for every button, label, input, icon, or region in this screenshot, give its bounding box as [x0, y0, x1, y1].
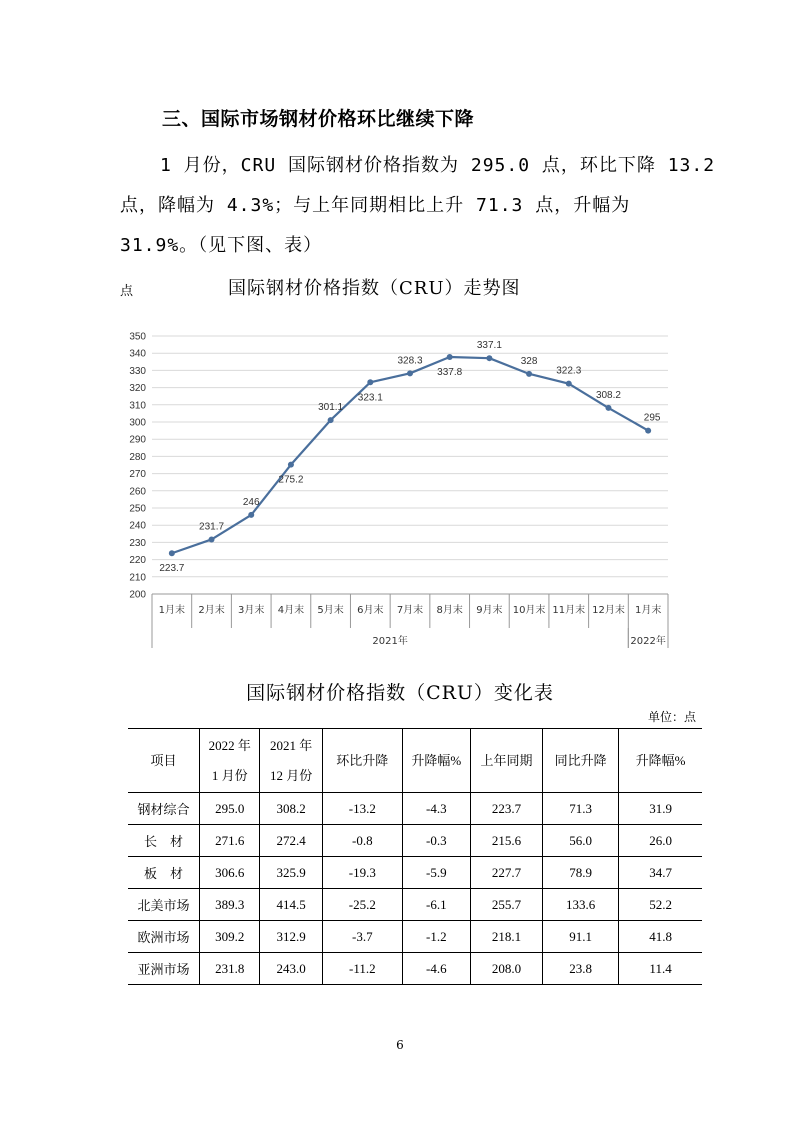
- value-cell: -6.1: [402, 889, 470, 921]
- value-cell: 227.7: [470, 857, 542, 889]
- value-cell: 78.9: [543, 857, 619, 889]
- y-tick-label: 330: [129, 365, 146, 377]
- value-cell: 306.6: [200, 857, 260, 889]
- table-row: [128, 953, 702, 985]
- y-tick-label: 280: [129, 451, 146, 463]
- table-row: [128, 889, 702, 921]
- value-cell: -11.2: [322, 953, 402, 985]
- value-cell: -25.2: [322, 889, 402, 921]
- x-tick-label: 5月末: [317, 605, 344, 616]
- y-tick-label: 320: [129, 383, 146, 395]
- table-row: [128, 825, 702, 857]
- x-tick-label: 11月末: [552, 605, 586, 616]
- data-label: 322.3: [556, 365, 582, 377]
- data-label: 328: [520, 355, 538, 367]
- value-cell: -1.2: [402, 921, 470, 953]
- body-paragraph: [120, 146, 716, 266]
- x-tick-label: 9月末: [476, 605, 503, 616]
- y-tick-label: 240: [129, 520, 146, 532]
- value-cell: 272.4: [260, 825, 322, 857]
- data-point: [169, 550, 175, 556]
- chart-unit-label: 点: [120, 284, 134, 299]
- paragraph-line: 31.9%。（见下图、表）: [120, 235, 323, 256]
- data-point: [645, 428, 651, 434]
- data-point: [486, 355, 492, 361]
- y-tick-label: 260: [129, 486, 146, 498]
- data-point: [367, 379, 373, 385]
- series-line: [172, 357, 648, 553]
- value-cell: 389.3: [200, 889, 260, 921]
- line-chart: [116, 320, 672, 652]
- table-title: 国际钢材价格指数（CRU）变化表: [246, 682, 554, 704]
- header-cell: 升降幅%: [402, 729, 470, 793]
- x-tick-label: 12月末: [592, 605, 625, 616]
- row-label-cell: 长 材: [128, 825, 200, 857]
- paragraph-line: 1 月份，CRU 国际钢材价格指数为 295.0 点，环比下降 13.2: [160, 155, 716, 176]
- value-cell: 91.1: [543, 921, 619, 953]
- table-row: [128, 793, 702, 825]
- y-tick-label: 250: [129, 503, 146, 515]
- value-cell: 243.0: [260, 953, 322, 985]
- section-heading: 三、国际市场钢材价格环比继续下降: [162, 108, 475, 130]
- data-label: 295: [643, 412, 661, 424]
- value-cell: 414.5: [260, 889, 322, 921]
- row-label-cell: 亚洲市场: [128, 953, 200, 985]
- value-cell: 312.9: [260, 921, 322, 953]
- value-cell: 41.8: [619, 921, 702, 953]
- data-point: [566, 381, 572, 387]
- data-point: [526, 371, 532, 377]
- data-label: 246: [242, 496, 260, 508]
- value-cell: 308.2: [260, 793, 322, 825]
- header-cell: 同比升降: [543, 729, 619, 793]
- data-label: 328.3: [397, 355, 423, 367]
- value-cell: 231.8: [200, 953, 260, 985]
- value-cell: 208.0: [470, 953, 542, 985]
- value-cell: 295.0: [200, 793, 260, 825]
- data-label: 323.1: [357, 392, 383, 404]
- data-point: [447, 354, 453, 360]
- x-tick-label: 2月末: [198, 605, 225, 616]
- y-tick-label: 200: [129, 589, 146, 601]
- table-row: [128, 857, 702, 889]
- y-tick-label: 350: [129, 331, 146, 343]
- x-group-label: 2022年: [630, 636, 666, 647]
- x-group-label: 2021年: [372, 636, 408, 647]
- data-label: 223.7: [159, 563, 185, 575]
- value-cell: -3.7: [322, 921, 402, 953]
- header-cell: 2022 年 1 月份: [200, 729, 260, 793]
- data-point: [328, 417, 334, 423]
- value-cell: -4.6: [402, 953, 470, 985]
- y-tick-label: 230: [129, 537, 146, 549]
- data-point: [605, 405, 611, 411]
- value-cell: 11.4: [619, 953, 702, 985]
- data-point: [209, 536, 215, 542]
- header-cell: 环比升降: [322, 729, 402, 793]
- table-row: [128, 921, 702, 953]
- x-tick-label: 6月末: [357, 605, 384, 616]
- data-label: 337.1: [476, 340, 502, 352]
- cru-change-table: [128, 728, 702, 985]
- y-tick-label: 210: [129, 572, 146, 584]
- y-tick-label: 220: [129, 555, 146, 567]
- y-tick-label: 300: [129, 417, 146, 429]
- row-label-cell: 欧洲市场: [128, 921, 200, 953]
- x-tick-label: 3月末: [238, 605, 265, 616]
- page-number: 6: [396, 1038, 404, 1052]
- y-tick-label: 310: [129, 400, 146, 412]
- value-cell: -0.3: [402, 825, 470, 857]
- data-label: 301.1: [318, 402, 344, 414]
- x-tick-label: 8月末: [436, 605, 463, 616]
- table-header-row: [128, 729, 702, 793]
- paragraph-line: 点，降幅为 4.3%；与上年同期相比上升 71.3 点，升幅为: [120, 195, 631, 216]
- value-cell: 26.0: [619, 825, 702, 857]
- data-point: [248, 512, 254, 518]
- value-cell: 133.6: [543, 889, 619, 921]
- data-label: 337.8: [437, 366, 463, 378]
- data-label: 231.7: [199, 521, 225, 533]
- data-point: [288, 462, 294, 468]
- header-cell: 升降幅%: [619, 729, 702, 793]
- header-cell: 2021 年 12 月份: [260, 729, 322, 793]
- value-cell: 52.2: [619, 889, 702, 921]
- header-cell: 上年同期: [470, 729, 542, 793]
- y-tick-label: 270: [129, 469, 146, 481]
- row-label-cell: 钢材综合: [128, 793, 200, 825]
- value-cell: -13.2: [322, 793, 402, 825]
- data-point: [407, 370, 413, 376]
- value-cell: -0.8: [322, 825, 402, 857]
- data-label: 275.2: [278, 474, 304, 486]
- y-tick-label: 340: [129, 348, 146, 360]
- value-cell: 71.3: [543, 793, 619, 825]
- value-cell: 309.2: [200, 921, 260, 953]
- row-label-cell: 板 材: [128, 857, 200, 889]
- value-cell: 215.6: [470, 825, 542, 857]
- value-cell: 23.8: [543, 953, 619, 985]
- x-tick-label: 1月末: [634, 605, 662, 616]
- value-cell: 34.7: [619, 857, 702, 889]
- header-cell: 项目: [128, 729, 200, 793]
- value-cell: 255.7: [470, 889, 542, 921]
- row-label-cell: 北美市场: [128, 889, 200, 921]
- value-cell: 31.9: [619, 793, 702, 825]
- table-unit-label: 单位：点: [647, 710, 696, 724]
- x-tick-label: 10月末: [512, 605, 546, 616]
- chart-title: 国际钢材价格指数（CRU）走势图: [228, 278, 521, 299]
- value-cell: 223.7: [470, 793, 542, 825]
- value-cell: 56.0: [543, 825, 619, 857]
- y-tick-label: 290: [129, 434, 146, 446]
- value-cell: -5.9: [402, 857, 470, 889]
- value-cell: 271.6: [200, 825, 260, 857]
- value-cell: 325.9: [260, 857, 322, 889]
- x-tick-label: 1月末: [158, 605, 186, 616]
- data-label: 308.2: [595, 389, 621, 401]
- value-cell: 218.1: [470, 921, 542, 953]
- x-tick-label: 4月末: [277, 605, 305, 616]
- value-cell: -19.3: [322, 857, 402, 889]
- value-cell: -4.3: [402, 793, 470, 825]
- x-tick-label: 7月末: [396, 605, 424, 616]
